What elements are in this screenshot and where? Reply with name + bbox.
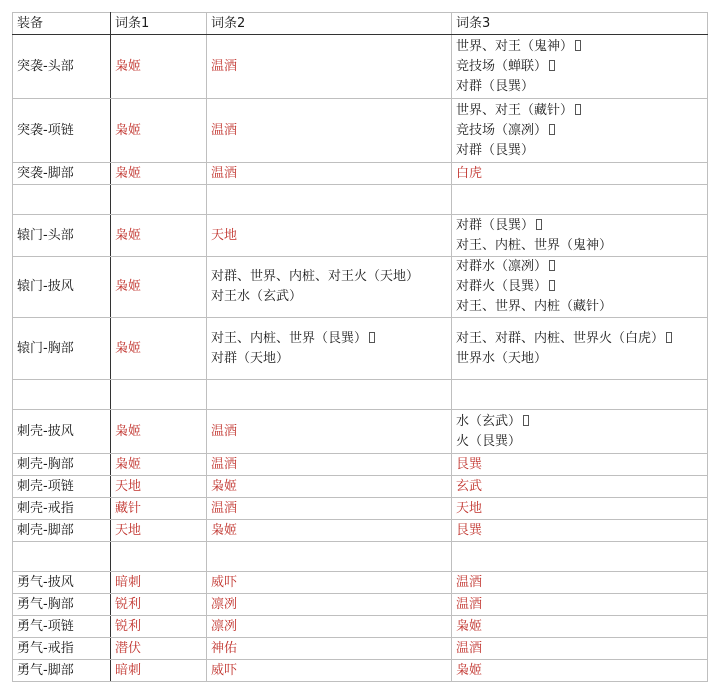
blank-cell [13,542,111,572]
entry1-cell: 枭姬 [111,454,207,476]
table-row [13,410,708,454]
table-row [13,99,708,163]
cell-line [456,216,703,236]
equip-cell: 刺壳-披风 [13,410,111,454]
cell-line [456,77,703,97]
cell-text: 温酒 [211,423,238,439]
cell-text: 世界、对王（藏针） [456,102,574,118]
table-row [13,572,708,594]
missing-glyph-icon [666,332,672,343]
equip-cell: 勇气-戒指 [13,638,111,660]
blank-cell [452,185,708,215]
cell-line [456,57,703,77]
entry3-cell [452,476,708,498]
entry1-cell: 天地 [111,520,207,542]
entry3-cell [452,638,708,660]
cell-text: 凛冽 [211,596,238,612]
cell-text: 天地 [211,227,238,243]
missing-glyph-icon [369,332,375,343]
table-row [13,163,708,185]
blank-row [13,542,708,572]
entry1-cell: 枭姬 [111,99,207,163]
entry3-cell [452,660,708,682]
missing-glyph-icon [575,104,581,115]
cell-line [211,349,447,369]
cell-line [211,267,447,287]
table-row [13,215,708,257]
blank-cell [452,542,708,572]
cell-line [456,499,703,519]
blank-cell [207,380,452,410]
equip-cell: 勇气-项链 [13,616,111,638]
cell-line [456,37,703,57]
cell-text: 竞技场（蝉联） [456,58,548,74]
cell-text: 玄武 [456,478,483,494]
blank-row [13,185,708,215]
cell-text: 凛冽 [211,618,238,634]
equip-cell: 刺壳-戒指 [13,498,111,520]
table-row [13,520,708,542]
cell-line [211,422,447,442]
equip-cell: 突袭-头部 [13,35,111,99]
entry3-cell [452,410,708,454]
entry2-cell [207,454,452,476]
cell-line [211,287,447,307]
missing-glyph-icon [549,60,555,71]
entry2-cell [207,520,452,542]
cell-text: 对群（艮巽） [456,142,535,158]
cell-line [211,595,447,615]
table-row [13,257,708,318]
cell-line [456,257,703,277]
cell-text: 枭姬 [211,478,238,494]
entry3-cell [452,454,708,476]
cell-line [456,236,703,256]
entry3-cell [452,318,708,380]
cell-line [456,432,703,452]
entry1-cell: 藏针 [111,498,207,520]
entry1-cell: 潜伏 [111,638,207,660]
cell-text: 水（玄武） [456,413,522,429]
equip-cell: 突袭-脚部 [13,163,111,185]
missing-glyph-icon [549,280,555,291]
table-row [13,594,708,616]
equip-cell: 刺壳-胸部 [13,454,111,476]
cell-line [456,617,703,637]
entry3-cell [452,257,708,318]
blank-cell [13,185,111,215]
table-row [13,616,708,638]
cell-text: 枭姬 [456,662,483,678]
entry3-cell [452,594,708,616]
cell-line [211,226,447,246]
cell-text: 火（艮巽） [456,433,522,449]
header-entry1: 词条1 [111,13,207,35]
table-row [13,498,708,520]
equip-cell: 辕门-头部 [13,215,111,257]
entry2-cell [207,660,452,682]
cell-text: 温酒 [211,456,238,472]
cell-text: 对王、世界、内桩（藏针） [456,299,613,314]
cell-line [456,595,703,615]
entry1-cell: 枭姬 [111,318,207,380]
cell-text: 神佑 [211,640,238,656]
entry2-cell [207,572,452,594]
entry2-cell [207,638,452,660]
entry2-cell [207,35,452,99]
cell-line [211,477,447,497]
entry1-cell: 枭姬 [111,163,207,185]
cell-text: 艮巽 [456,456,483,472]
entry1-cell: 枭姬 [111,410,207,454]
cell-text: 天地 [456,500,483,516]
missing-glyph-icon [536,219,542,230]
cell-text: 温酒 [456,640,483,656]
cell-text: 威吓 [211,574,238,590]
cell-text: 世界水（天地） [456,350,548,366]
entry1-cell: 锐利 [111,594,207,616]
table-body [13,13,708,682]
equip-cell: 突袭-项链 [13,99,111,163]
cell-text: 对王水（玄武） [211,289,303,304]
missing-glyph-icon [549,124,555,135]
equip-cell: 勇气-胸部 [13,594,111,616]
cell-text: 白虎 [456,165,483,181]
cell-line [456,349,703,369]
cell-text: 温酒 [211,58,238,74]
cell-line [211,164,447,184]
missing-glyph-icon [575,40,581,51]
cell-text: 对群水（凛冽） [456,259,548,274]
entry1-cell: 暗刺 [111,660,207,682]
cell-line [456,329,703,349]
cell-line [456,412,703,432]
cell-text: 温酒 [456,574,483,590]
entry3-cell [452,163,708,185]
entry3-cell [452,520,708,542]
entry1-cell: 天地 [111,476,207,498]
blank-cell [111,185,207,215]
cell-text: 对群、世界、内桩、对王火（天地） [211,269,420,284]
cell-line [456,455,703,475]
cell-line [456,297,703,317]
entry2-cell [207,99,452,163]
entry3-cell [452,215,708,257]
cell-line [211,329,447,349]
entry2-cell [207,616,452,638]
entry3-cell [452,572,708,594]
blank-row [13,380,708,410]
missing-glyph-icon [523,415,529,426]
cell-line [456,277,703,297]
cell-line [211,573,447,593]
entry2-cell [207,476,452,498]
entry2-cell [207,215,452,257]
table-row [13,660,708,682]
cell-line [456,101,703,121]
entry2-cell [207,594,452,616]
entry2-cell [207,498,452,520]
blank-cell [111,380,207,410]
cell-text: 温酒 [211,122,238,138]
cell-text: 温酒 [211,165,238,181]
entry2-cell [207,163,452,185]
equip-cell: 刺壳-脚部 [13,520,111,542]
entry1-cell: 枭姬 [111,257,207,318]
header-entry2: 词条2 [207,13,452,35]
cell-line [456,477,703,497]
cell-line [211,639,447,659]
cell-text: 温酒 [211,500,238,516]
header-entry3: 词条3 [452,13,708,35]
entry1-cell: 枭姬 [111,35,207,99]
blank-cell [111,542,207,572]
cell-line [211,499,447,519]
equip-cell: 勇气-脚部 [13,660,111,682]
cell-line [456,521,703,541]
cell-text: 对群（天地） [211,350,290,366]
table-row [13,476,708,498]
entry2-cell [207,410,452,454]
cell-line [211,57,447,77]
cell-line [211,661,447,681]
cell-text: 艮巽 [456,522,483,538]
cell-text: 对群（艮巽） [456,78,535,94]
missing-glyph-icon [549,260,555,271]
cell-text: 枭姬 [211,522,238,538]
entry1-cell: 枭姬 [111,215,207,257]
blank-cell [452,380,708,410]
cell-line [211,455,447,475]
cell-text: 对王、内桩、世界（鬼神） [456,237,613,253]
equip-cell: 刺壳-项链 [13,476,111,498]
entry3-cell [452,99,708,163]
header-equip: 装备 [13,13,111,35]
entry3-cell [452,616,708,638]
cell-text: 对王、内桩、世界（艮巽） [211,330,368,346]
cell-text: 对王、对群、内桩、世界火（白虎） [456,330,665,346]
cell-line [456,121,703,141]
cell-text: 威吓 [211,662,238,678]
cell-line [456,164,703,184]
cell-text: 世界、对王（鬼神） [456,38,574,54]
table-row [13,318,708,380]
entry3-cell [452,498,708,520]
cell-text: 温酒 [456,596,483,612]
blank-cell [207,185,452,215]
cell-text: 对群火（艮巽） [456,279,548,294]
equipment-table [12,12,708,682]
cell-line [211,121,447,141]
cell-text: 竞技场（凛冽） [456,122,548,138]
equip-cell: 辕门-披风 [13,257,111,318]
blank-cell [13,380,111,410]
entry3-cell [452,35,708,99]
entry1-cell: 暗刺 [111,572,207,594]
cell-line [456,661,703,681]
cell-line [211,617,447,637]
cell-line [456,141,703,161]
table-row [13,638,708,660]
equip-cell: 勇气-披风 [13,572,111,594]
entry1-cell: 锐利 [111,616,207,638]
cell-line [456,639,703,659]
table-row [13,454,708,476]
header-row [13,13,708,35]
equip-cell: 辕门-胸部 [13,318,111,380]
entry2-cell [207,318,452,380]
cell-text: 枭姬 [456,618,483,634]
table-row [13,35,708,99]
cell-line [456,573,703,593]
entry2-cell [207,257,452,318]
blank-cell [207,542,452,572]
cell-line [211,521,447,541]
cell-text: 对群（艮巽） [456,217,535,233]
